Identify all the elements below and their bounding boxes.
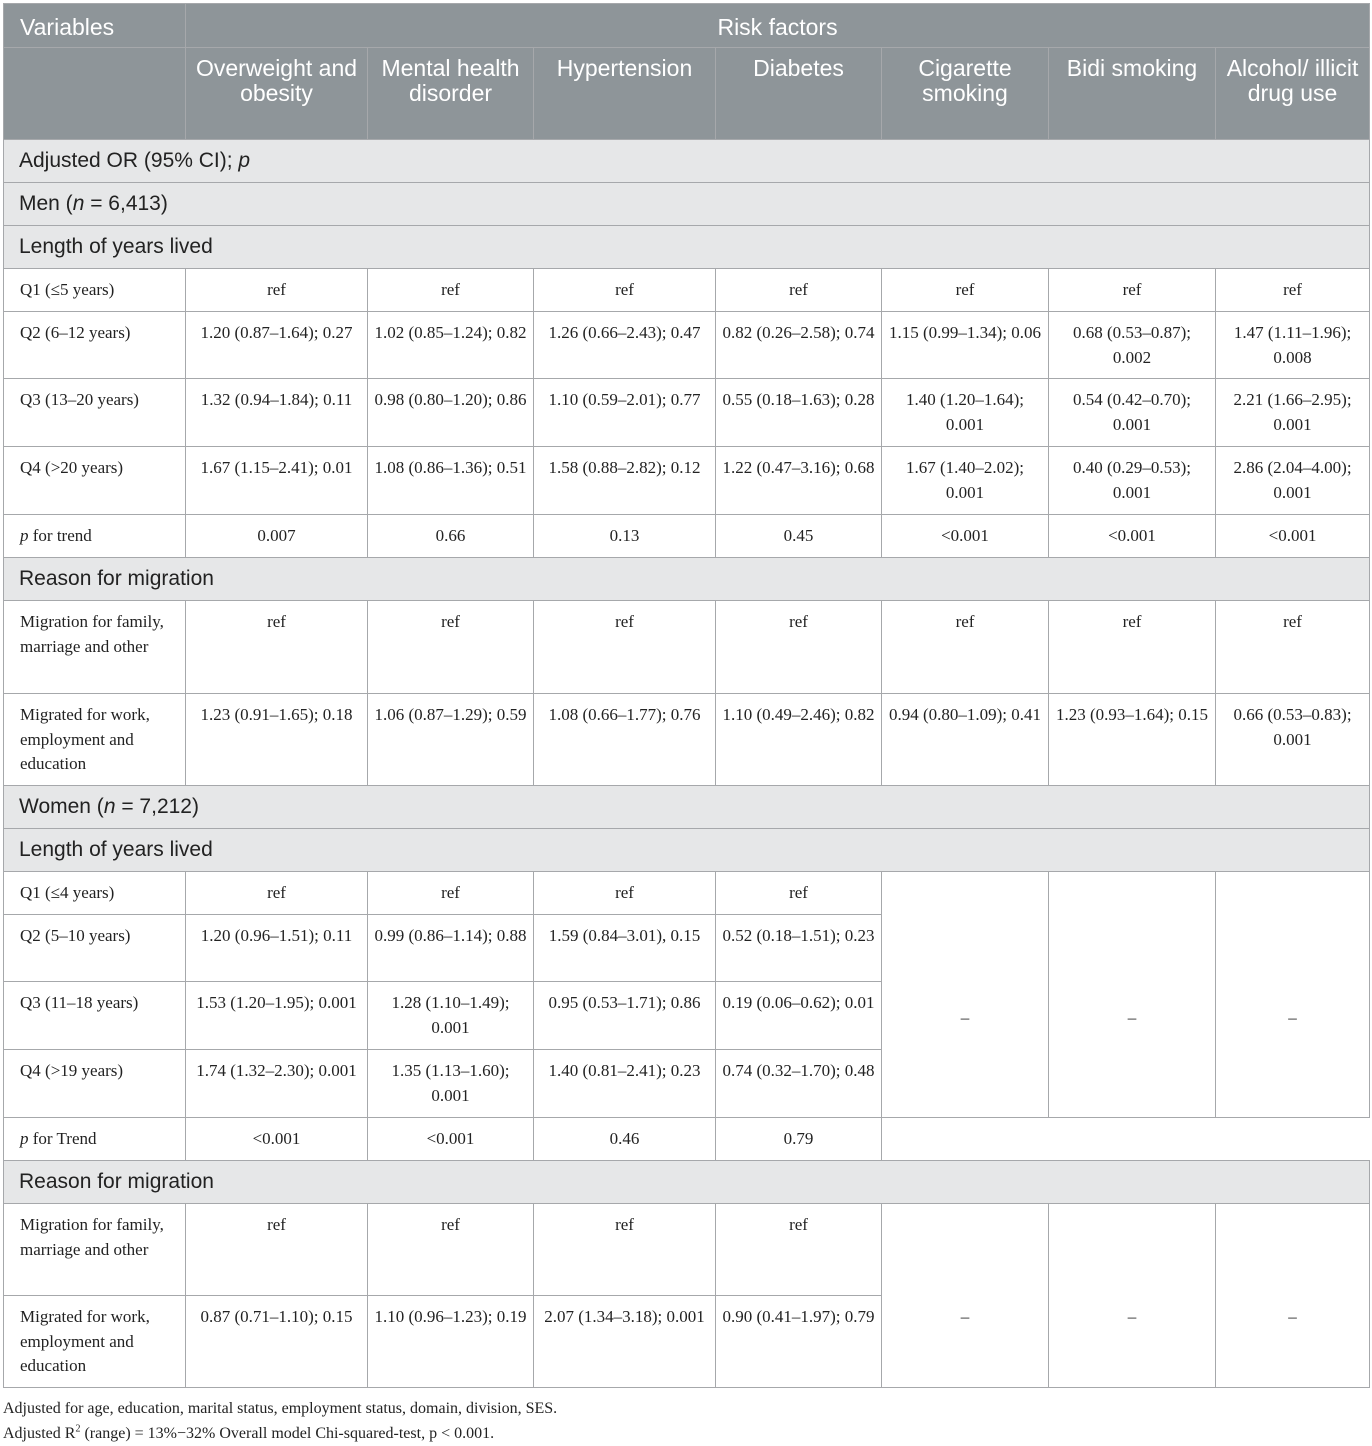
row-label: Migrated for work, employment and education — [4, 1296, 186, 1388]
table-cell: 1.35 (1.13–1.60); 0.001 — [368, 1050, 534, 1118]
table-cell-dash: – — [882, 1204, 1049, 1388]
row-label: Q2 (6–12 years) — [4, 312, 186, 379]
table-cell: ref — [882, 269, 1049, 312]
table-cell: 1.53 (1.20–1.95); 0.001 — [186, 982, 368, 1050]
men-n: n — [72, 192, 85, 215]
table-cell: 0.94 (0.80–1.09); 0.41 — [882, 694, 1049, 786]
row-label: Migration for family, marriage and other — [4, 601, 186, 694]
men-length-rows — [4, 269, 1370, 515]
table-cell: ref — [534, 1204, 716, 1296]
table-cell: ref — [186, 601, 368, 694]
header-risk-factors: Risk factors — [186, 4, 1370, 48]
table-cell: 1.10 (0.49–2.46); 0.82 — [716, 694, 882, 786]
row-label: Q4 (>20 years) — [4, 447, 186, 515]
table-cell: ref — [368, 872, 534, 915]
table-cell: 1.02 (0.85–1.24); 0.82 — [368, 312, 534, 379]
table-cell: ref — [716, 872, 882, 915]
table-cell-dash: – — [1216, 1204, 1370, 1388]
table-cell: ref — [368, 269, 534, 312]
table-cell: <0.001 — [186, 1118, 368, 1161]
table-cell-dash: – — [1049, 1204, 1216, 1388]
table-cell: <0.001 — [1049, 515, 1216, 558]
table-row — [4, 601, 1370, 694]
row-label: Q3 (11–18 years) — [4, 982, 186, 1050]
table-cell: ref — [716, 601, 882, 694]
table-cell: ref — [534, 872, 716, 915]
table-row — [4, 1204, 1370, 1296]
footnote-2-sup: 2 — [75, 1423, 81, 1435]
table-cell: 1.40 (0.81–2.41); 0.23 — [534, 1050, 716, 1118]
table-cell: 1.47 (1.11–1.96); 0.008 — [1216, 312, 1370, 379]
table-row — [4, 872, 1370, 915]
section-women — [4, 786, 1370, 829]
header-variables: Variables — [4, 4, 186, 48]
women-migration-rows — [4, 1204, 1370, 1388]
row-label: Q4 (>19 years) — [4, 1050, 186, 1118]
table-cell: 1.74 (1.32–2.30); 0.001 — [186, 1050, 368, 1118]
table-cell: 0.79 — [716, 1118, 882, 1161]
table-cell: ref — [368, 1204, 534, 1296]
col-header-bidi: Bidi smoking — [1049, 48, 1216, 140]
table-cell: 1.08 (0.66–1.77); 0.76 — [534, 694, 716, 786]
table-cell: 1.32 (0.94–1.84); 0.11 — [186, 379, 368, 447]
table-cell: <0.001 — [1216, 515, 1370, 558]
table-cell: 1.06 (0.87–1.29); 0.59 — [368, 694, 534, 786]
table-cell: ref — [1216, 269, 1370, 312]
section-adjusted-p: p — [238, 149, 251, 172]
women-trend-label — [4, 1118, 186, 1161]
risk-factor-table — [3, 3, 1370, 1388]
table-cell: 1.23 (0.93–1.64); 0.15 — [1049, 694, 1216, 786]
table-cell: 1.28 (1.10–1.49); 0.001 — [368, 982, 534, 1050]
table-cell: ref — [716, 1204, 882, 1296]
table-cell: 0.95 (0.53–1.71); 0.86 — [534, 982, 716, 1050]
table-cell-dash: – — [1216, 872, 1370, 1118]
table-cell: ref — [1049, 269, 1216, 312]
table-cell: 1.26 (0.66–2.43); 0.47 — [534, 312, 716, 379]
section-adjusted-or — [4, 140, 1370, 183]
row-label: Migration for family, marriage and other — [4, 1204, 186, 1296]
table-cell-dash: – — [1049, 872, 1216, 1118]
section-men-reason: Reason for migration — [4, 558, 1370, 601]
table-cell: 0.19 (0.06–0.62); 0.01 — [716, 982, 882, 1050]
section-women-length: Length of years lived — [4, 829, 1370, 872]
men-migration-rows — [4, 601, 1370, 786]
men-trend-rest: for trend — [28, 526, 92, 545]
women-suffix: = 7,212) — [115, 795, 199, 818]
table-cell: 0.45 — [716, 515, 882, 558]
table-cell: 1.15 (0.99–1.34); 0.06 — [882, 312, 1049, 379]
table-cell: ref — [882, 601, 1049, 694]
table-row — [4, 312, 1370, 379]
table-cell: 1.23 (0.91–1.65); 0.18 — [186, 694, 368, 786]
table-cell: ref — [1049, 601, 1216, 694]
row-label: Q1 (≤5 years) — [4, 269, 186, 312]
table-cell: ref — [186, 269, 368, 312]
table-cell: 1.67 (1.40–2.02); 0.001 — [882, 447, 1049, 515]
table-cell: 0.54 (0.42–0.70); 0.001 — [1049, 379, 1216, 447]
table-cell: 1.22 (0.47–3.16); 0.68 — [716, 447, 882, 515]
table-cell: 0.99 (0.86–1.14); 0.88 — [368, 915, 534, 982]
table-container — [3, 3, 1369, 1388]
col-header-diabetes: Diabetes — [716, 48, 882, 140]
table-cell: 0.40 (0.29–0.53); 0.001 — [1049, 447, 1216, 515]
footnote-2b: (range) = 13%−32% Overall model Chi-squared-test, p < 0.001. — [80, 1425, 495, 1442]
footnotes — [3, 1396, 1369, 1446]
footnote-1: Adjusted for age, education, marital status, employment status, domain, division, SES. — [3, 1400, 558, 1417]
col-header-cigarette: Cigarette smoking — [882, 48, 1049, 140]
table-cell-dash: – — [882, 872, 1049, 1118]
table-cell: ref — [186, 1204, 368, 1296]
table-cell: 0.52 (0.18–1.51); 0.23 — [716, 915, 882, 982]
table-cell: 0.87 (0.71–1.10); 0.15 — [186, 1296, 368, 1388]
table-cell: 0.90 (0.41–1.97); 0.79 — [716, 1296, 882, 1388]
men-trend-p: p — [20, 526, 29, 545]
table-row — [4, 379, 1370, 447]
table-cell: 0.46 — [534, 1118, 716, 1161]
table-cell: 0.007 — [186, 515, 368, 558]
table-cell: 1.08 (0.86–1.36); 0.51 — [368, 447, 534, 515]
table-cell: ref — [1216, 601, 1370, 694]
section-men — [4, 183, 1370, 226]
table-cell: 1.40 (1.20–1.64); 0.001 — [882, 379, 1049, 447]
table-cell: ref — [534, 601, 716, 694]
table-cell: ref — [186, 872, 368, 915]
table-cell: 2.07 (1.34–3.18); 0.001 — [534, 1296, 716, 1388]
table-row — [4, 269, 1370, 312]
table-cell: ref — [716, 269, 882, 312]
row-label: Q3 (13–20 years) — [4, 379, 186, 447]
row-label: Q1 (≤4 years) — [4, 872, 186, 915]
row-label: Migrated for work, employment and education — [4, 694, 186, 786]
table-cell: 1.20 (0.96–1.51); 0.11 — [186, 915, 368, 982]
table-row — [4, 447, 1370, 515]
table-cell: 1.67 (1.15–2.41); 0.01 — [186, 447, 368, 515]
table-cell: 0.66 (0.53–0.83); 0.001 — [1216, 694, 1370, 786]
col-header-alcohol: Alcohol/ illicit drug use — [1216, 48, 1370, 140]
men-suffix: = 6,413) — [84, 192, 168, 215]
table-cell: 2.86 (2.04–4.00); 0.001 — [1216, 447, 1370, 515]
row-label: Q2 (5–10 years) — [4, 915, 186, 982]
table-cell: <0.001 — [882, 515, 1049, 558]
table-cell: ref — [534, 269, 716, 312]
col-header-overweight: Overweight and obesity — [186, 48, 368, 140]
table-cell: <0.001 — [368, 1118, 534, 1161]
section-women-reason: Reason for migration — [4, 1161, 1370, 1204]
table-cell: 1.10 (0.96–1.23); 0.19 — [368, 1296, 534, 1388]
table-cell: 0.82 (0.26–2.58); 0.74 — [716, 312, 882, 379]
header-blank — [4, 48, 186, 140]
table-cell: 0.68 (0.53–0.87); 0.002 — [1049, 312, 1216, 379]
table-cell: 1.59 (0.84–3.01), 0.15 — [534, 915, 716, 982]
col-header-mental-health: Mental health disorder — [368, 48, 534, 140]
table-cell: 0.98 (0.80–1.20); 0.86 — [368, 379, 534, 447]
women-prefix: Women ( — [19, 795, 104, 818]
section-adjusted-text: Adjusted OR (95% CI); — [19, 149, 239, 172]
men-trend-label — [4, 515, 186, 558]
women-n: n — [103, 795, 116, 818]
table-cell: 2.21 (1.66–2.95); 0.001 — [1216, 379, 1370, 447]
table-cell: 1.10 (0.59–2.01); 0.77 — [534, 379, 716, 447]
table-cell: 1.20 (0.87–1.64); 0.27 — [186, 312, 368, 379]
women-trend-rest: for Trend — [28, 1129, 97, 1148]
table-cell: ref — [368, 601, 534, 694]
table-cell: 0.13 — [534, 515, 716, 558]
table-cell: 0.66 — [368, 515, 534, 558]
table-cell: 1.58 (0.88–2.82); 0.12 — [534, 447, 716, 515]
table-row — [4, 694, 1370, 786]
footnote-2 — [3, 1421, 1369, 1446]
table-cell: 0.74 (0.32–1.70); 0.48 — [716, 1050, 882, 1118]
footnote-2a: Adjusted R — [3, 1425, 76, 1442]
women-length-rows — [4, 872, 1370, 1118]
col-header-hypertension: Hypertension — [534, 48, 716, 140]
table-cell: 0.55 (0.18–1.63); 0.28 — [716, 379, 882, 447]
women-trend-p: p — [20, 1129, 29, 1148]
section-men-length: Length of years lived — [4, 226, 1370, 269]
men-prefix: Men ( — [19, 192, 73, 215]
